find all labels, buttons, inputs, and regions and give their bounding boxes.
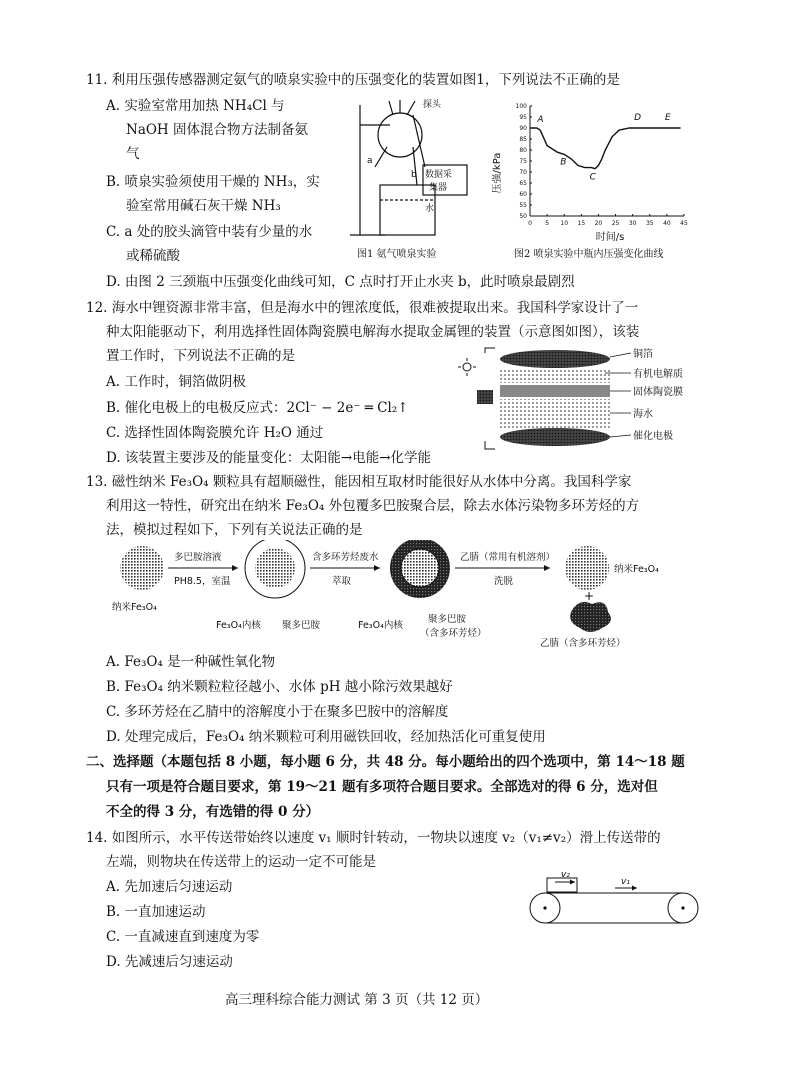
arrow1-bottom: PH8.5，室温 [174,576,231,587]
label-poly2b: （含多环芳烃） [420,628,487,639]
chart-y-tick-label: 60 [519,191,527,198]
nano-fe3o4-particle [120,546,164,590]
q14-option-b: B. 一直加速运动 [106,904,206,920]
label-v1: v₁ [621,877,630,887]
label-acetonitrile: 乙腈（含多环芳烃） [540,638,626,649]
chart-point-label: C [589,172,596,183]
q14-option-c: C. 一直减速直到速度为零 [106,929,260,945]
label-core2: Fe₃O₄内核 [358,620,403,631]
chart-y-tick-label: 80 [519,147,527,154]
q11-option-c-cont: 或稀硫酸 [126,248,180,264]
chart-point-label: D [634,113,642,123]
section2-header-2: 只有一项是符合题目要求，第 19～21 题有多项符合题目要求。全部选对的得 6 分，选对但 [106,779,658,795]
q12-option-d: D. 该装置主要涉及的能量变化：太阳能→电能→化学能 [106,450,432,466]
q13-option-b: B. Fe₃O₄ 纳米颗粒粒径越小、水体 pH 越小除污效果越好 [106,679,453,695]
label-core1: Fe₃O₄内核 [216,620,261,631]
arrow1-top: 多巴胺溶液 [174,552,222,563]
chart-y-tick-label: 95 [519,114,527,121]
organic-electrolyte [500,369,610,383]
arrow3-top: 乙腈（常用有机溶剂） [460,552,556,563]
q12-stem-1: 12. 海水中锂资源非常丰富，但是海水中的锂浓度低，很难被提取出来。我国科学家设计了一 [86,300,639,316]
page-footer: 高三理科综合能力测试 第 3 页（共 12 页） [225,992,489,1008]
q14-stem-1: 14. 如图所示，水平传送带始终以速度 v₁ 顺时针转动，一物块以速度 v₂（v₁≠v₂）滑上传送带的 [86,830,661,846]
q13-stem-3: 法，模拟过程如下，下列有关说法正确的是 [106,522,363,538]
solar-panel-icon [477,390,493,404]
fig1-box-line1: 数据采 [425,170,453,180]
fig1-a-label: a [367,156,373,166]
chart-y-tick-label: 85 [519,136,527,143]
chart-y-tick-label: 70 [519,169,527,176]
sun-icon [458,358,476,376]
seawater [500,399,610,429]
chart-ylabel: 压强/kPa [492,152,503,194]
chart-xlabel: 时间/s [595,232,625,243]
label-catalytic-electrode: 催化电极 [633,431,673,442]
q13-stem-2: 利用这一特性，研究出在纳米 Fe₃O₄ 外包覆多巴胺聚合层，除去水体污染物多环芳烃的方 [106,498,640,514]
chart-x-tick-label: 5 [545,220,550,227]
chart-x-tick-label: 15 [577,220,586,227]
chart-x-tick-label: 10 [560,220,569,227]
q12-stem-2: 种太阳能驱动下，利用选择性固体陶瓷膜电解海水提取金属锂的装置（示意图如图），该装 [106,324,640,340]
q12-option-b: B. 催化电极上的电极反应式：2Cl⁻ − 2e⁻ ═ Cl₂↑ [106,400,409,416]
copper-foil [500,350,610,368]
block [547,878,577,892]
q12-option-c: C. 选择性固体陶瓷膜允许 H₂O 通过 [106,425,324,441]
conveyor-belt-diagram [525,868,705,928]
chart-series-line [530,128,681,169]
section2-header-1: 二、选择题（本题包括 8 小题，每小题 6 分，共 48 分。每小题给出的四个选项中，第 14～18 题 [86,754,685,770]
label-nano-fe3o4: 纳米Fe₃O₄ [112,602,157,613]
chart-x-tick-label: 35 [645,220,654,227]
chart-x-tick-label: 40 [663,220,671,227]
chart-y-tick-label: 100 [515,103,527,110]
q14-option-d: D. 先减速后匀速运动 [106,954,233,970]
chart-x-tick-label: 25 [611,220,620,227]
label-plus: + [584,589,595,603]
q13-option-d: D. 处理完成后，Fe₃O₄ 纳米颗粒可利用磁铁回收，经加热活化可重复使用 [106,729,546,745]
q12-stem-3: 置工作时，下列说法不正确的是 [106,348,295,364]
chart-y-tick-label: 50 [519,213,527,220]
q12-option-a: A. 工作时，铜箔做阴极 [106,374,246,390]
q11-stem: 11. 利用压强传感器测定氨气的喷泉实验中的压强变化的装置如图1，下列说法不正确的是 [86,72,620,88]
q14-stem-2: 左端，则物块在传送带上的运动一定不可能是 [106,854,376,870]
q11-option-c: C. a 处的胶头滴管中装有少量的水 [106,224,313,240]
chart-point-label: E [664,113,671,123]
q11-option-b: B. 喷泉实验须使用干燥的 NH₃，实 [106,174,320,190]
chart-y-tick-label: 75 [519,158,527,165]
arrow2-top: 含多环芳烃废水 [312,552,379,563]
fig2-pressure-chart [492,98,692,243]
q11-option-a-cont2: 气 [126,146,140,162]
label-poly1: 聚多巴胺 [282,620,321,631]
chart-x-tick-label: 20 [594,220,603,227]
chart-y-tick-label: 55 [519,202,527,209]
label-ceramic-membrane: 固体陶瓷膜 [633,387,683,398]
label-copper-foil: 铜箔 [633,349,653,360]
label-poly2a: 聚多巴胺 [428,614,467,625]
q13-stem-1: 13. 磁性纳米 Fe₃O₄ 颗粒具有超顺磁性，能因相互取材时能很好从水体中分离。我国科学家 [86,474,632,490]
fig1-apparatus [345,95,485,245]
fig2-caption: 图2 喷泉实验中瓶内压强变化曲线 [514,249,664,260]
acetonitrile-blob [570,602,611,632]
fig1-caption: 图1 氨气喷泉实验 [357,249,437,260]
q11-option-b-cont: 验室常用碱石灰干燥 NH₃ [126,198,281,214]
q13-option-a: A. Fe₃O₄ 是一种碱性氧化物 [106,654,276,670]
label-organic-electrolyte: 有机电解质 [633,369,683,380]
coated-particle [255,548,295,588]
label-seawater: 海水 [633,409,653,420]
arrow2-bottom: 萃取 [332,576,352,587]
chart-x-tick-label: 0 [528,220,532,227]
q11-option-a: A. 实验室常用加热 NH₄Cl 与 [106,98,285,114]
q14-option-a: A. 先加速后匀速运动 [106,879,233,895]
recovered-fe3o4 [565,546,609,590]
fig1-water-label: 水 [425,204,435,214]
chart-x-tick-label: 30 [628,220,637,227]
chart-point-label: A [537,115,544,125]
fe3o4-process-diagram [110,540,710,660]
fig1-probe-label: 探头 [423,100,442,110]
chart-y-tick-label: 90 [519,125,527,132]
fig1-box-line2: 集器 [429,183,448,193]
q13-option-c: C. 多环芳烃在乙腈中的溶解度小于在聚多巴胺中的溶解度 [106,704,449,720]
fig1-b-label: b [411,170,417,180]
chart-y-tick-label: 65 [519,180,527,187]
catalytic-electrode [500,428,610,446]
chart-point-label: B [560,157,567,168]
label-nano-out: 纳米Fe₃O₄ [614,564,659,575]
q11-option-d: D. 由图 2 三颈瓶中压强变化曲线可知，C 点时打开止水夹 b，此时喷泉最剧烈 [106,274,575,290]
section2-header-3: 不全的得 3 分，有选错的得 0 分） [106,804,320,820]
chart-x-tick-label: 45 [680,220,688,227]
q11-option-a-cont: NaOH 固体混合物方法制备氨 [126,122,308,138]
label-v2: v₂ [561,870,570,880]
ceramic-membrane [500,385,610,397]
arrow3-bottom: 洗脱 [494,576,514,587]
li-device-diagram [455,345,695,455]
